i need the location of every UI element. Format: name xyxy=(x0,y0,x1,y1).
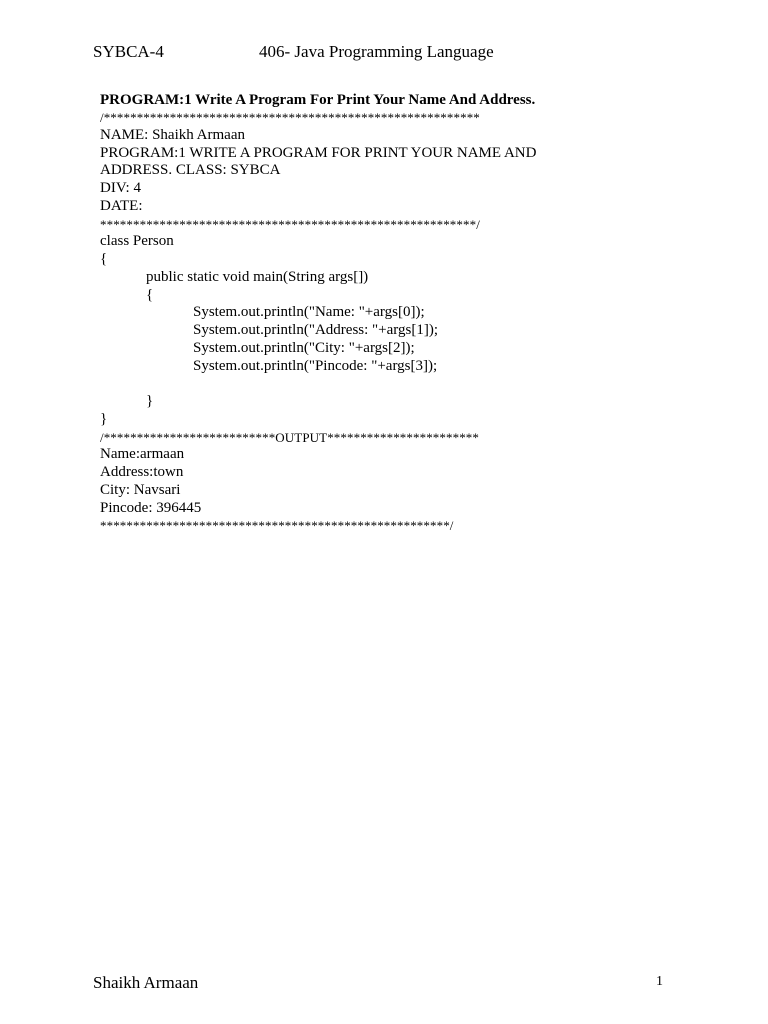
text-line: /********************************************************* xyxy=(100,110,480,125)
text-line: PROGRAM:1 WRITE A PROGRAM FOR PRINT YOUR NAME AND xyxy=(100,144,537,161)
text-line: DATE: xyxy=(100,197,143,214)
text-line: DIV: 4 xyxy=(100,180,141,196)
text-line: *********************************************************/ xyxy=(100,216,480,232)
text-line: Address:town xyxy=(100,464,184,480)
text-line: class Person xyxy=(100,233,174,250)
text-line: ADDRESS. CLASS: SYBCA xyxy=(100,162,281,179)
text-line: { xyxy=(146,286,154,303)
page-number: 1 xyxy=(656,974,663,989)
text-line: /**************************OUTPUT*********************** xyxy=(100,429,479,445)
text-line: } xyxy=(146,393,154,409)
text-line: } xyxy=(100,410,108,427)
text-line: Pincode: 396445 xyxy=(100,499,202,516)
text-line: public static void main(String args[]) xyxy=(146,268,369,285)
header-course: SYBCA-4 xyxy=(93,42,164,61)
text-line: System.out.println("Name: "+args[0]); xyxy=(193,304,425,321)
text-line: System.out.println("City: "+args[2]); xyxy=(193,339,415,356)
text-line: City: Navsari xyxy=(100,481,181,498)
header-subject: 406- Java Programming Language xyxy=(259,42,494,61)
text-line: NAME: Shaikh Armaan xyxy=(100,126,245,143)
blank-line xyxy=(100,375,720,393)
text-line: *****************************************************/ xyxy=(100,518,454,534)
text-line: System.out.println("Address: "+args[1]); xyxy=(193,322,438,338)
footer-author: Shaikh Armaan xyxy=(93,973,199,992)
document-body xyxy=(100,91,720,535)
text-line: System.out.println("Pincode: "+args[3]); xyxy=(193,357,438,374)
text-line: { xyxy=(100,251,108,267)
code-listing xyxy=(100,109,720,535)
text-line: Name:armaan xyxy=(100,446,185,463)
program-title: PROGRAM:1 Write A Program For Print Your Name And Address. xyxy=(100,92,536,108)
